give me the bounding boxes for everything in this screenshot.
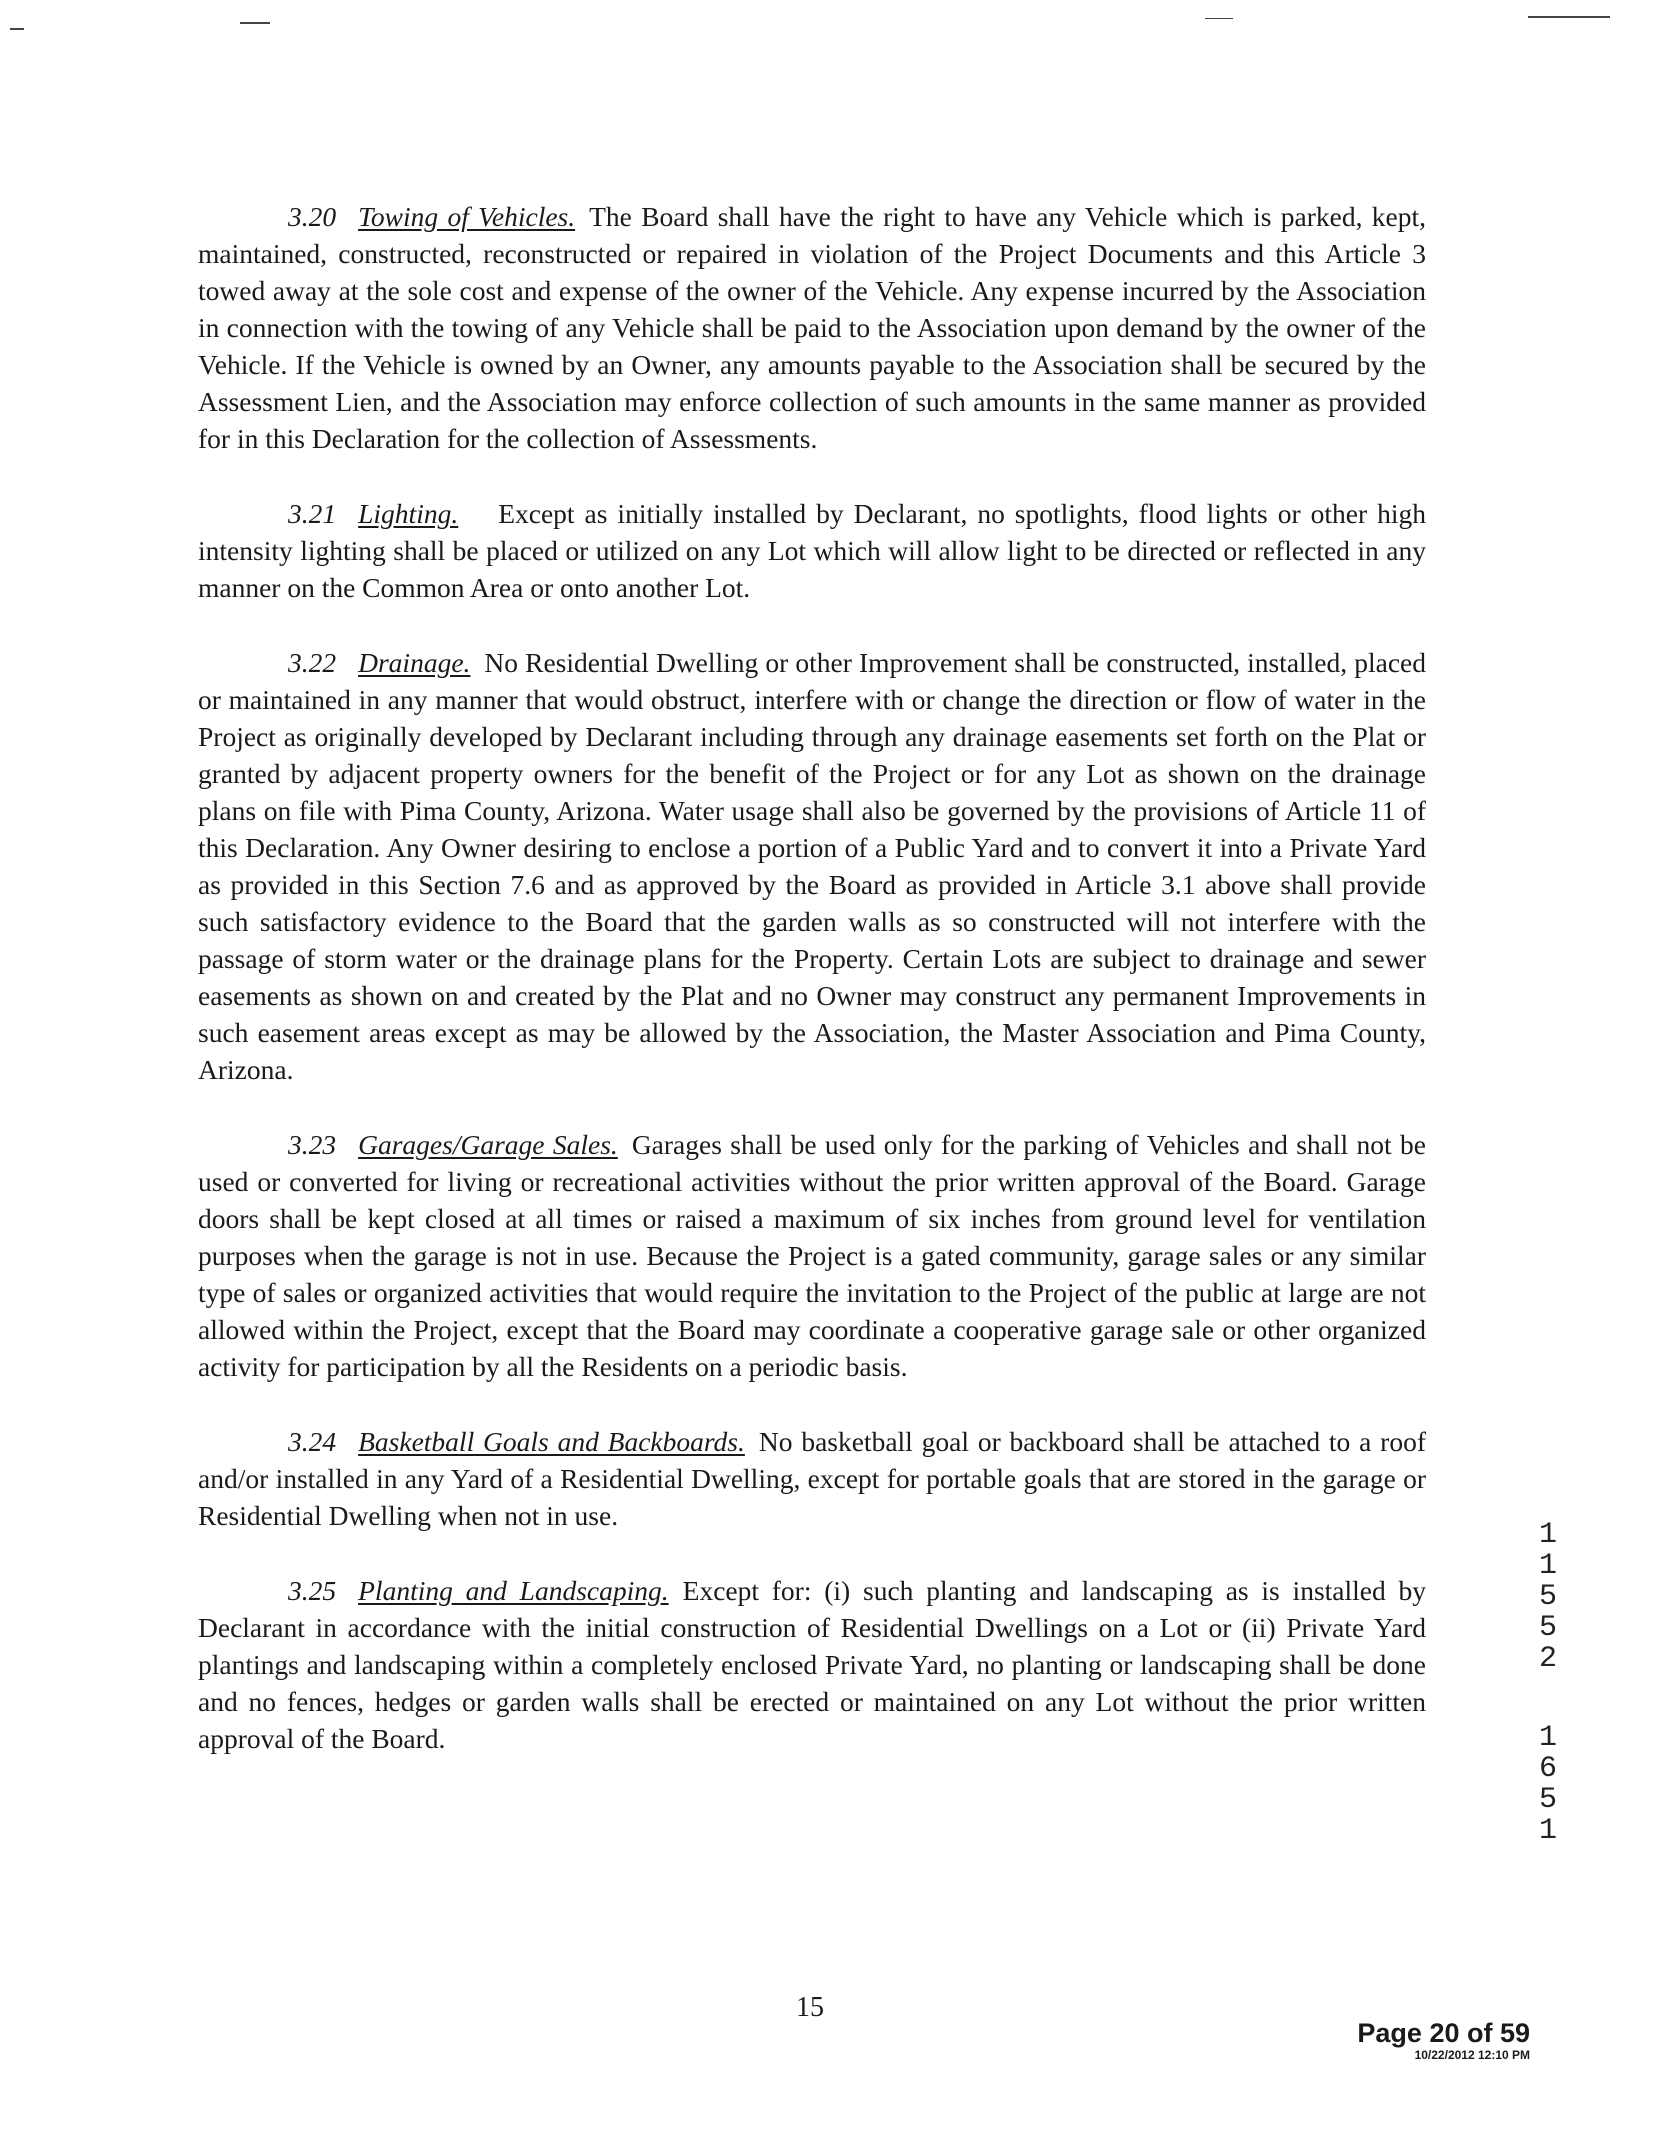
section-text: No Residential Dwelling or other Improvement shall be constructed, installed, placed or maintained in any manner that would obstruct, interfere with or change the direction or flow of water in the Project as originally developed by Declarant including through any drainage easements set forth on the Plat or granted by adjacent property owners for the benefit of the Project or for any Lot as shown on the drainage plans on file with Pima County, Arizona. Water usage shall also be governed by the provisions of Article 11 of this Declaration. Any Owner desiring to enclose a portion of a Public Yard and to convert it into a Private Yard as provided in this Section 7.6 and as approved by the Board as provided in Article 3.1 above shall provide such satisfactory evidence to the Board that the garden walls as so constructed will not interfere with the passage of storm water or the drainage plans for the Property. Certain Lots are subject to drainage and sewer easements as shown on and created by the Plat and no Owner may construct any permanent Improvements in such easement areas except as may be allowed by the Association, the Master Association and Pima County, Arizona.	[198, 647, 1426, 1085]
docket-digit: 2	[1538, 1642, 1557, 1676]
section-text: Garages shall be used only for the parking of Vehicles and shall not be used or converted for living or recreational activities without the prior written approval of the Board. Garage doors shall be kept closed at all times or raised a maximum of six inches from ground level for ventilation purposes when the garage is not in use. Because the Project is a gated community, garage sales or any similar type of sales or organized activities that would require the invitation to the Project of the public at large are not allowed within the Project, except that the Board may coordinate a cooperative garage sale or other organized activity for participation by all the Residents on a periodic basis.	[198, 1129, 1426, 1382]
document-body	[198, 198, 1426, 1795]
section-text: Except for: (i) such planting and landscaping as is installed by Declarant in accordance with the initial construction of Residential Dwellings on a Lot or (ii) Private Yard plantings and landscaping within a completely enclosed Private Yard, no planting or landscaping shall be done and no fences, hedges or garden walls shall be erected or maintained on any Lot without the prior written approval of the Board.	[198, 1575, 1427, 1754]
section-title: Garages/Garage Sales.	[358, 1129, 618, 1160]
section-title: Towing of Vehicles.	[358, 201, 576, 232]
docket-digit: 5	[1538, 1611, 1557, 1645]
section-number: 3.21	[288, 498, 337, 529]
section-3-23	[198, 1126, 1426, 1385]
section-title: Planting and Landscaping.	[358, 1575, 669, 1606]
docket-digit: 1	[1538, 1518, 1557, 1552]
page-number: 15	[796, 1992, 824, 2023]
section-number: 3.25	[288, 1575, 337, 1606]
section-number: 3.20	[288, 201, 337, 232]
section-number: 3.22	[288, 647, 337, 678]
scan-mark	[1205, 18, 1233, 19]
section-title: Drainage.	[358, 647, 471, 678]
docket-digit: 5	[1538, 1580, 1557, 1614]
scan-mark	[1528, 16, 1610, 18]
docket-digit: 1	[1538, 1549, 1557, 1583]
section-text: The Board shall have the right to have any Vehicle which is parked, kept, maintained, constructed, reconstructed or repaired in violation of the Project Documents and this Article 3 towed away at the sole cost and expense of the owner of the Vehicle. Any expense incurred by the Association in connection with the towing of any Vehicle shall be paid to the Association upon demand by the owner of the Vehicle. If the Vehicle is owned by an Owner, any amounts payable to the Association shall be secured by the Assessment Lien, and the Association may enforce collection of such amounts in the same manner as provided for in this Declaration for the collection of Assessments.	[198, 201, 1426, 454]
section-3-22	[198, 644, 1426, 1088]
docket-digit: 5	[1538, 1783, 1557, 1817]
section-3-24	[198, 1423, 1426, 1534]
recording-stamp	[1357, 2018, 1530, 2062]
section-title: Basketball Goals and Backboards.	[358, 1426, 745, 1457]
stamp-timestamp: 10/22/2012 12:10 PM	[1414, 2048, 1530, 2062]
docket-digit: 1	[1538, 1814, 1557, 1848]
docket-number	[1534, 1520, 1562, 1847]
scan-mark	[10, 28, 24, 30]
section-3-21	[198, 495, 1426, 606]
section-title: Lighting.	[358, 498, 459, 529]
section-3-20	[198, 198, 1426, 457]
scan-mark	[240, 22, 270, 24]
docket-digit: 6	[1538, 1752, 1557, 1786]
docket-digit: 1	[1538, 1721, 1557, 1755]
stamp-page-count: Page 20 of 59	[1357, 2018, 1530, 2048]
section-text: Except as initially installed by Declarant, no spotlights, flood lights or other high intensity lighting shall be placed or utilized on any Lot which will allow light to be directed or reflected in any manner on the Common Area or onto another Lot.	[198, 498, 1426, 603]
section-number: 3.24	[288, 1426, 337, 1457]
section-number: 3.23	[288, 1129, 337, 1160]
section-text: No basketball goal or backboard shall be attached to a roof and/or installed in any Yard of a Residential Dwelling, except for portable goals that are stored in the garage or Residential Dwelling when not in use.	[198, 1426, 1426, 1531]
section-3-25	[198, 1572, 1426, 1757]
